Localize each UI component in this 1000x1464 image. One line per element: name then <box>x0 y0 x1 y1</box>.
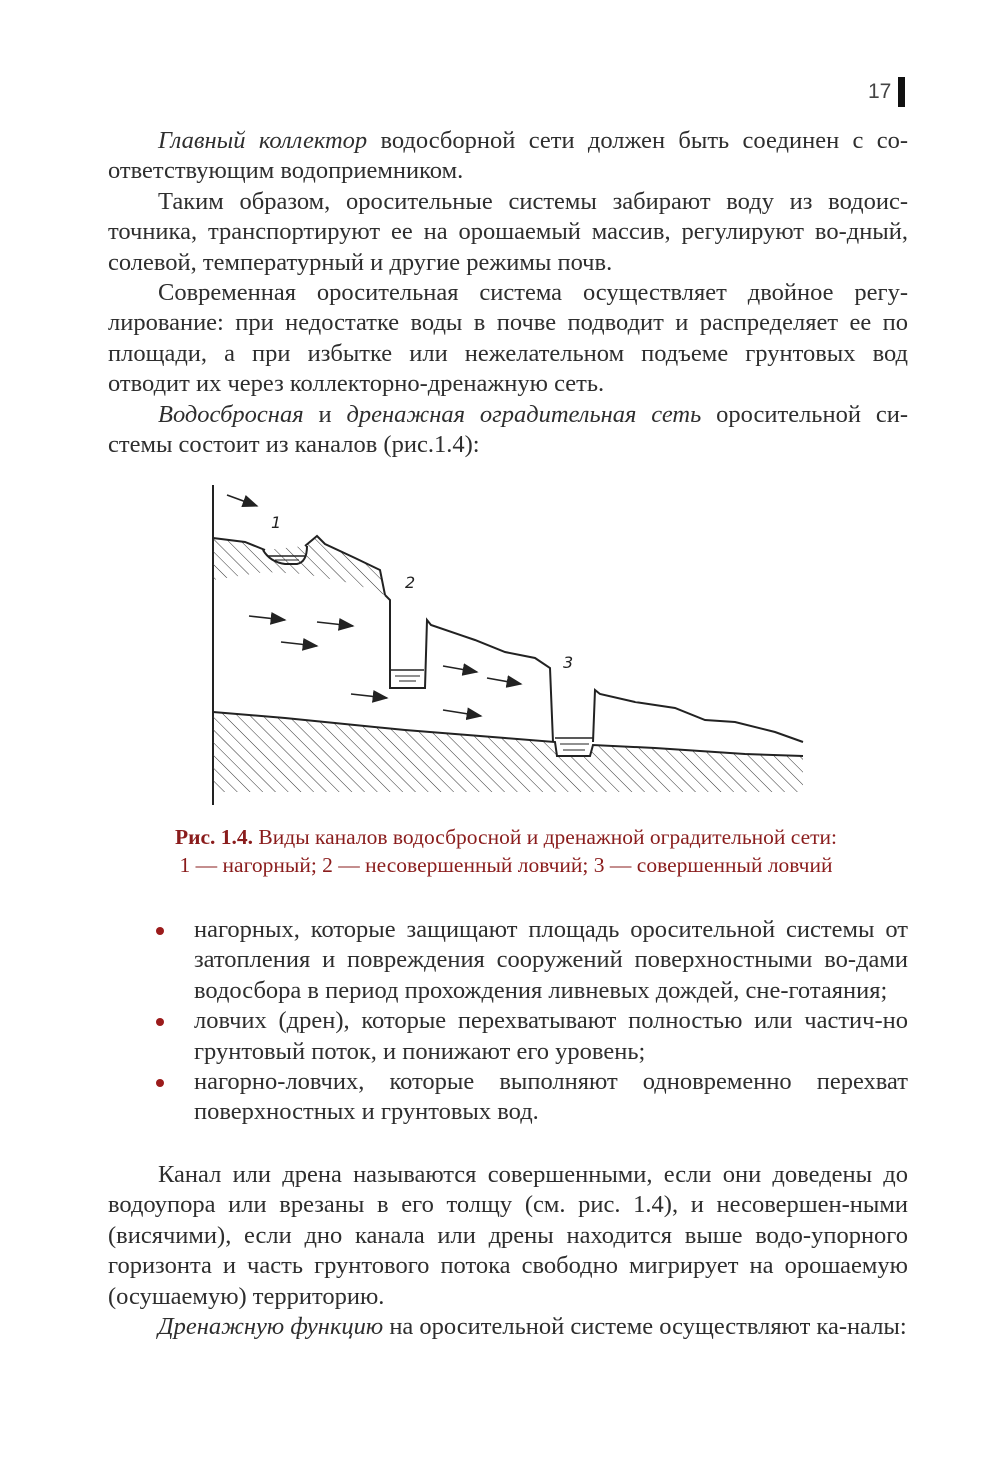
upper-soil-layer <box>213 536 385 595</box>
groundwater-flow-arrow <box>281 642 317 646</box>
paragraph-perfect-channels <box>108 1160 908 1312</box>
figure-caption <box>100 823 912 879</box>
bullet-icon <box>156 1018 164 1026</box>
bullet-icon <box>156 927 164 935</box>
list-item <box>108 1067 908 1128</box>
paragraph-double-regulation <box>108 278 908 400</box>
list-item-text: ловчих (дрен), которые перехватывают полностью или частич-но грунтовый поток, и понижают его уровень; <box>194 1007 908 1065</box>
bullet-icon <box>156 1079 164 1087</box>
paragraph-text: Современная оросительная система осуществляет двойное регу-лирование: при недостатке воды в почве подводит и распределяет ее по площади, а при избытке или нежелательном подъеме грунтовых вод отводит их через коллекторно-дренажную сеть. <box>108 279 908 398</box>
list-item <box>108 915 908 1006</box>
term-waste-network: Водосбросная <box>158 400 304 428</box>
caption-label: Рис. 1.4. <box>174 825 254 849</box>
term-drainage-function: Дренажную функцию <box>158 1313 384 1341</box>
groundwater-flow-arrow <box>443 710 481 716</box>
surface-flow-arrow <box>227 495 257 506</box>
paragraph-drainage-function <box>108 1312 908 1342</box>
groundwater-flow-arrow <box>351 694 387 698</box>
page-number: 17 <box>868 80 892 103</box>
groundwater-flow-arrow <box>249 616 285 620</box>
paragraph-text: оросительной си-стемы состоит из каналов (рис.1.4): <box>108 400 908 459</box>
top-paragraphs <box>108 126 908 460</box>
caption-text: Виды каналов водосбросной и дренажной оградительной сети: <box>253 825 838 849</box>
paragraph-text: Канал или дрена называются совершенными, если они доведены до водоупора или врезаны в его толщу (см. рис. 1.4), и несовершен-ными (висячими), если дно канала или дрены находится выше водо-упорного горизонта и часть грунтового потока свободно мигрирует на орошаемую (осушаемую) территорию. <box>108 1161 908 1310</box>
paragraph-text: на оросительной системе осуществляют ка-налы: <box>383 1313 907 1341</box>
groundwater-flow-arrow <box>317 622 353 626</box>
groundwater-flow-arrow <box>443 666 477 672</box>
label-perfect-channel: 3 <box>563 653 574 672</box>
list-item-text: нагорно-ловчих, которые выполняют одновременно перехват поверхностных и грунтовых вод. <box>194 1068 908 1126</box>
right-surface-line <box>593 690 803 742</box>
figure-channel-types <box>205 480 810 810</box>
paragraph-main-collector <box>108 126 908 187</box>
paragraph-text: и <box>303 400 347 428</box>
label-upland-channel: 1 <box>271 513 282 532</box>
bottom-paragraphs <box>108 1160 908 1342</box>
groundwater-flow-arrow <box>487 678 521 684</box>
list-item <box>108 1006 908 1067</box>
paragraph-irrigation-systems <box>108 187 908 278</box>
paragraph-text: Таким образом, оросительные системы забирают воду из водоис-точника, транспортируют ее на орошаемый массив, регулируют во-дный, солевой, температурный и другие режимы почв. <box>108 187 908 276</box>
paragraph-drainage-network <box>108 400 908 461</box>
paragraph-text: водосборной сети должен быть соединен с со-ответствующим водоприемником. <box>108 127 908 185</box>
term-drainage-network: дренажная оградительная сеть <box>346 400 702 428</box>
page-marker-bar <box>898 77 905 107</box>
list-item-text: нагорных, которые защищают площадь оросительной системы от затопления и повреждения сооружений поверхностными во-дами водосбора в период прохождения ливневых дождей, сне-готаяния; <box>194 916 908 1004</box>
caption-line-1 <box>100 823 912 851</box>
caption-line-2: 1 — нагорный; 2 — несовершенный ловчий; 3 — совершенный ловчий <box>179 853 833 877</box>
middle-surface-line <box>385 595 553 742</box>
label-imperfect-channel: 2 <box>405 573 416 592</box>
channel-list <box>108 915 908 1128</box>
term-main-collector: Главный коллектор <box>158 127 368 154</box>
